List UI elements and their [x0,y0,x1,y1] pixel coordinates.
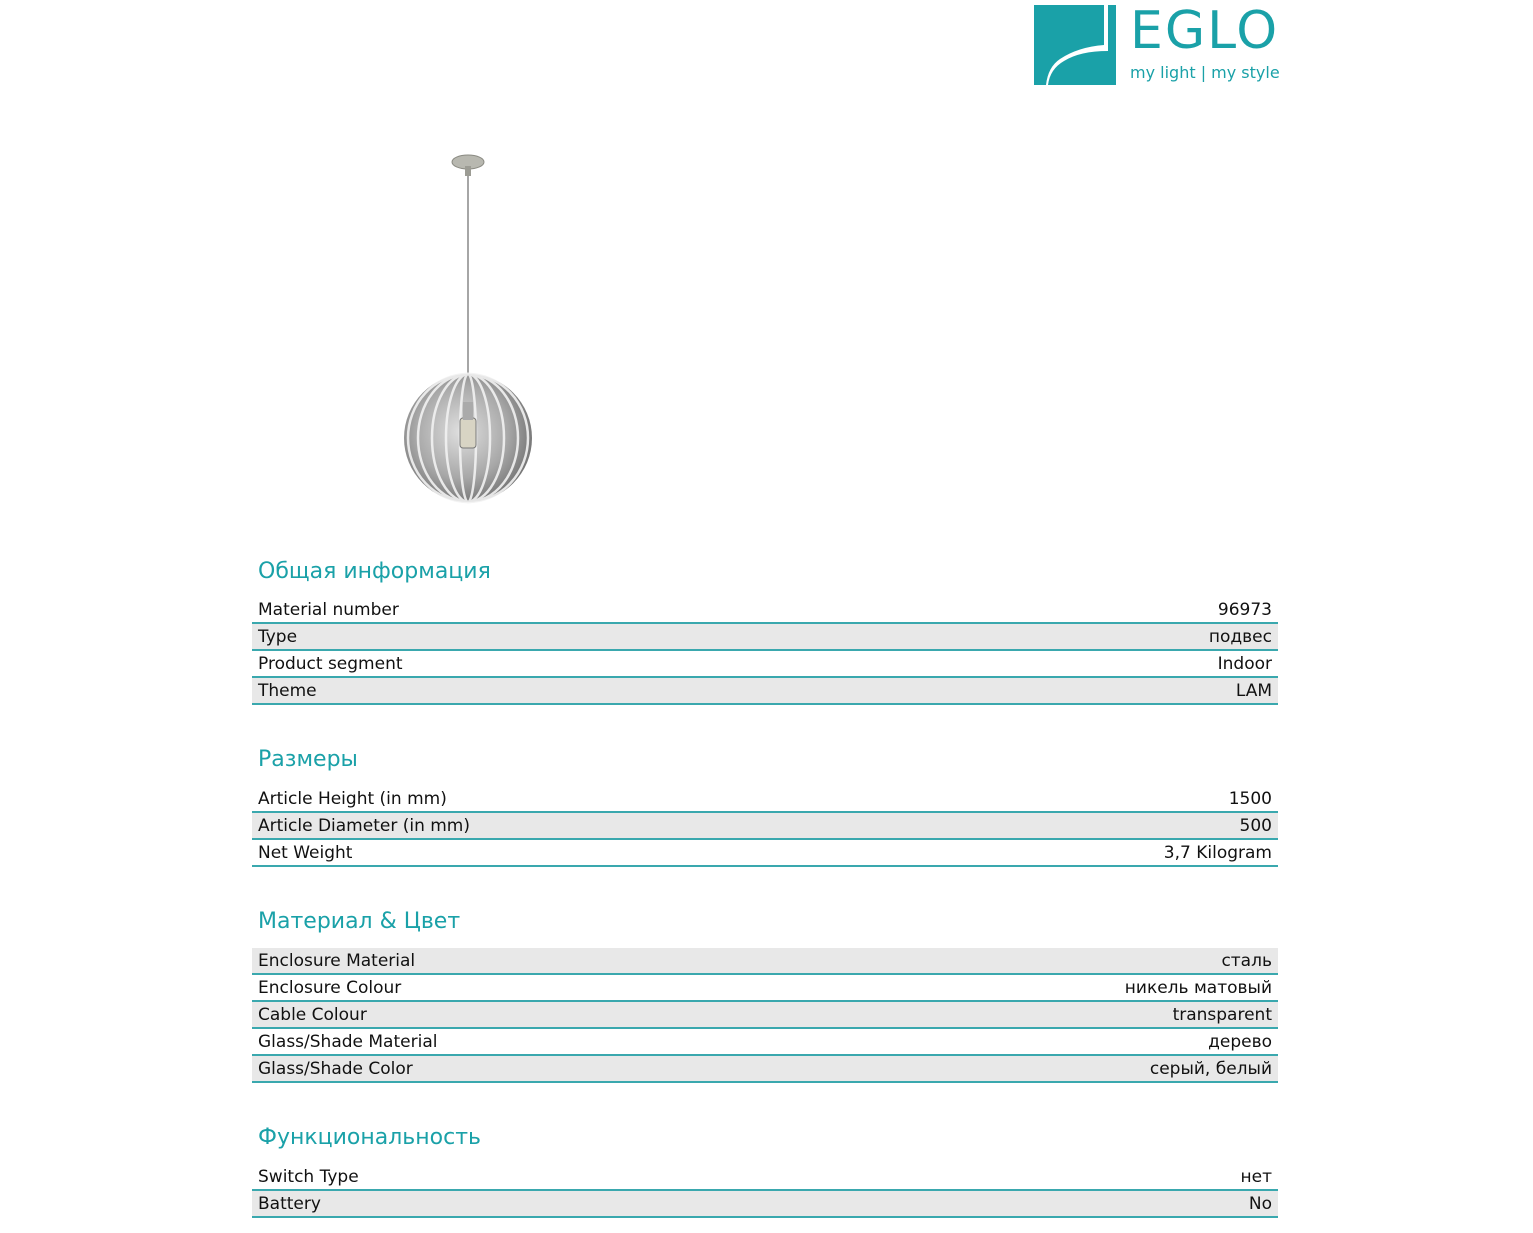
row-label: Enclosure Material [258,950,416,971]
table-row [252,786,1278,813]
product-image [395,150,545,510]
row-value: transparent [1172,1004,1272,1025]
eglo-logo-mark-icon [1034,5,1118,87]
table-row [252,678,1278,705]
row-label: Product segment [258,653,403,674]
row-label: Material number [258,599,399,620]
table-row [252,597,1278,624]
row-value: дерево [1208,1031,1272,1052]
table-row [252,1002,1278,1029]
row-label: Battery [258,1193,321,1214]
row-label: Enclosure Colour [258,977,402,998]
row-label: Cable Colour [258,1004,367,1025]
row-label: Net Weight [258,842,353,863]
table-row [252,1056,1278,1083]
table-row [252,651,1278,678]
row-value: 1500 [1228,788,1272,809]
row-label: Theme [258,680,317,701]
row-label: Article Diameter (in mm) [258,815,470,836]
row-label: Type [258,626,298,647]
table-row [252,813,1278,840]
table-row [252,1164,1278,1191]
section-title-general: Общая информация [258,559,491,584]
row-value: нет [1240,1166,1272,1187]
row-label: Article Height (in mm) [258,788,447,809]
table-row [252,624,1278,651]
table-row [252,1029,1278,1056]
row-value: подвес [1208,626,1272,647]
material-color-table [252,948,1278,1083]
brand-name: EGLO [1130,1,1280,61]
row-value: Indoor [1217,653,1272,674]
table-row [252,1191,1278,1218]
row-value: серый, белый [1149,1058,1272,1079]
general-info-table [252,597,1278,705]
row-value: сталь [1221,950,1272,971]
row-label: Glass/Shade Material [258,1031,438,1052]
brand-tagline: my light | my style [1130,63,1280,82]
section-title-material-color: Материал & Цвет [258,909,461,934]
table-row [252,975,1278,1002]
row-value: No [1248,1193,1272,1214]
row-label: Switch Type [258,1166,359,1187]
row-label: Glass/Shade Color [258,1058,413,1079]
section-title-dimensions: Размеры [258,747,358,772]
dimensions-table [252,786,1278,867]
row-value: 96973 [1217,599,1272,620]
row-value: никель матовый [1124,977,1272,998]
pendant-lamp-icon [395,150,545,510]
section-title-functionality: Функциональность [258,1125,481,1150]
functionality-table [252,1164,1278,1218]
row-value: LAM [1235,680,1272,701]
table-row [252,840,1278,867]
eglo-logo [1034,1,1284,87]
table-row [252,948,1278,975]
row-value: 500 [1239,815,1272,836]
row-value: 3,7 Kilogram [1163,842,1272,863]
